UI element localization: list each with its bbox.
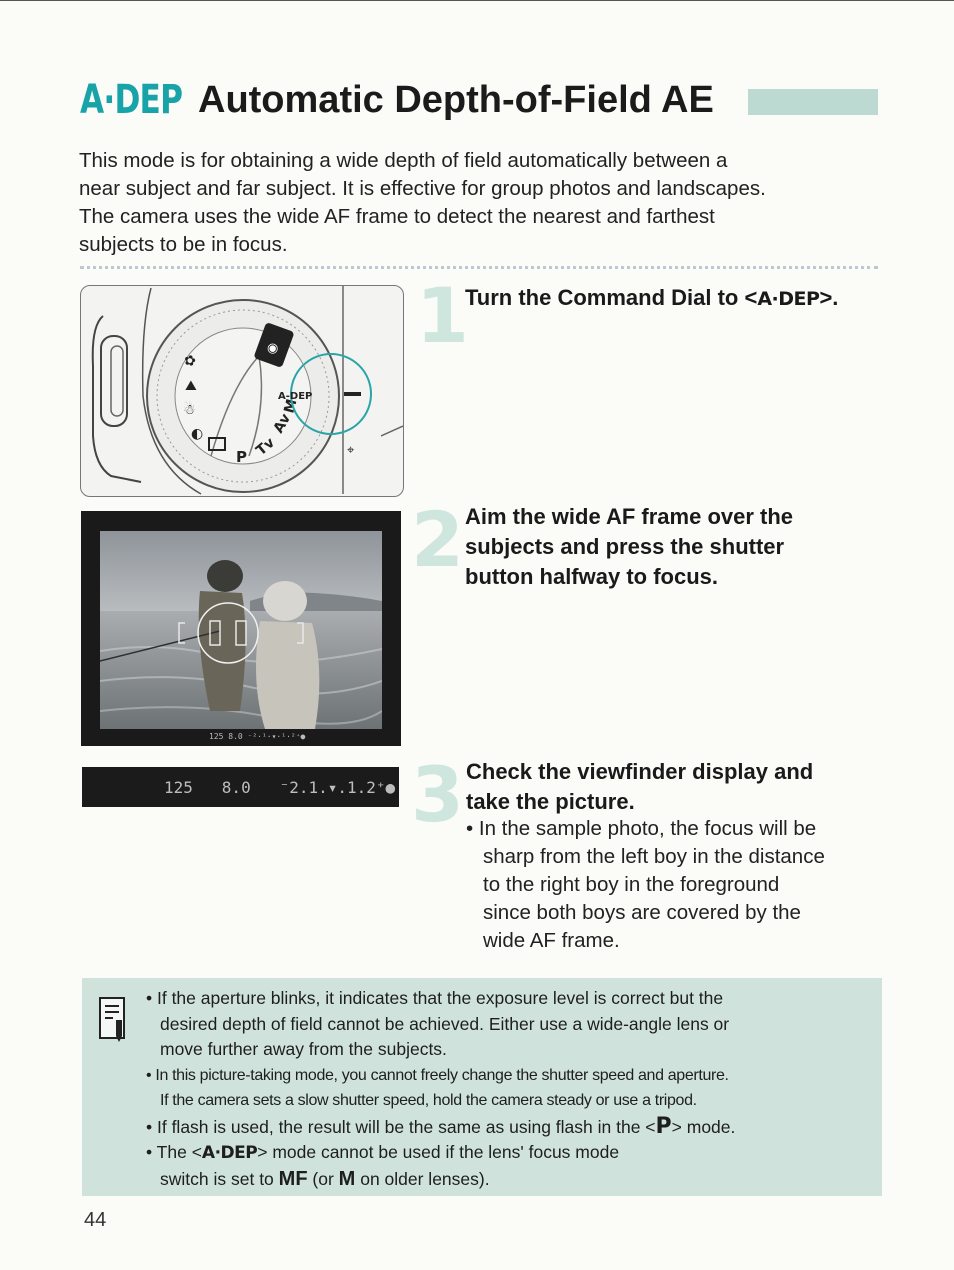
viewfinder-display-strip <box>82 767 399 807</box>
note-line: desired depth of field cannot be achieved. Either use a wide-angle lens or <box>160 1013 730 1034</box>
viewfinder-sample-photo <box>81 511 401 746</box>
intro-line: This mode is for obtaining a wide depth of field automatically between a <box>79 149 728 172</box>
note-line: • In this picture-taking mode, you cannot freely change the shutter speed and aperture. <box>146 1066 729 1084</box>
dial-mode-av: Av <box>270 411 295 436</box>
dial-mode-p: P <box>236 448 247 466</box>
note-line: • The < <box>146 1142 202 1162</box>
title-text: Automatic Depth-of-Field AE <box>198 79 714 121</box>
adep-mode-icon: A·DEP <box>80 77 183 123</box>
adep-mode-icon: A·DEP <box>757 288 820 310</box>
m-label: M <box>338 1167 356 1190</box>
svg-text:◉: ◉ <box>267 341 279 356</box>
intro-line: subjects to be in focus. <box>79 233 288 256</box>
step-2-title-line: Aim the wide AF frame over the <box>465 504 794 529</box>
command-dial-illustration <box>80 285 404 497</box>
intro-paragraph <box>79 147 889 259</box>
step-3-title-line: take the picture. <box>466 789 635 814</box>
program-mode-icon: P <box>655 1113 672 1139</box>
intro-line: near subject and far subject. It is effective for group photos and landscapes. <box>79 177 766 200</box>
note-line: move further away from the subjects. <box>160 1039 447 1059</box>
step-3-bullet-line: • In the sample photo, the focus will be <box>466 817 817 840</box>
page-number: 44 <box>84 1209 107 1231</box>
step-2-title-line: button halfway to focus. <box>465 564 718 589</box>
svg-text:☃: ☃ <box>183 402 196 418</box>
mf-label: MF <box>278 1167 308 1190</box>
viewfinder-mini-info <box>81 728 401 742</box>
svg-text:◐: ◐ <box>191 426 204 442</box>
step-3-bullet-line: wide AF frame. <box>483 929 620 952</box>
step-2-title-line: subjects and press the shutter <box>465 534 785 559</box>
note-bullet-4 <box>146 1140 876 1192</box>
step-1-title-post: >. <box>819 285 839 310</box>
step-3-bullet-line: to the right boy in the foreground <box>483 873 780 896</box>
step-3-bullet-line: sharp from the left boy in the distance <box>483 845 825 868</box>
note-line: If the camera sets a slow shutter speed, hold the camera steady or use a tripod. <box>160 1092 697 1109</box>
note-line: > mode. <box>671 1116 736 1137</box>
step-1-title <box>465 283 895 314</box>
note-line: • If the aperture blinks, it indicates that the exposure level is correct but the <box>146 988 724 1008</box>
note-line: • If flash is used, the result will be the same as using flash in the < <box>146 1116 656 1137</box>
note-line: on older lenses). <box>355 1168 490 1189</box>
step-3-bullet <box>466 815 896 955</box>
step-number: 1 <box>416 271 469 360</box>
step-3-title <box>466 757 896 817</box>
step-number: 3 <box>411 750 464 839</box>
step-1-title-pre: Turn the Command Dial to < <box>465 285 758 310</box>
adep-mode-icon: A·DEP <box>201 1143 258 1163</box>
note-line: (or <box>307 1168 339 1189</box>
dial-adep-label: A-DEP <box>278 391 313 402</box>
step-2-title <box>465 502 895 592</box>
viewfinder-mini-text: 125 8.0 ⁻²·¹·▾·¹·²⁺● <box>209 732 306 741</box>
note-line: switch is set to <box>160 1168 279 1189</box>
step-3-bullet-line: since both boys are covered by the <box>483 901 801 924</box>
dotted-divider <box>80 266 878 269</box>
note-bullet-1 <box>146 986 876 1063</box>
page-title <box>80 76 880 126</box>
svg-text:✿: ✿ <box>180 351 201 370</box>
svg-text:⛰: ⛰ <box>185 378 197 394</box>
intro-line: The camera uses the wide AF frame to detect the nearest and farthest <box>79 205 715 228</box>
step-3-title-line: Check the viewfinder display and <box>466 759 814 784</box>
step-number: 2 <box>411 495 464 584</box>
page-top-edge <box>0 0 954 1</box>
title-accent-bar <box>748 89 878 115</box>
note-box <box>82 978 882 1196</box>
dial-mode-m: M <box>281 397 301 416</box>
dial-mode-tv: Tv <box>253 434 278 460</box>
note-line: > mode cannot be used if the lens' focus mode <box>257 1142 620 1162</box>
memo-icon <box>98 996 128 1044</box>
note-bullet-2 <box>146 1063 876 1114</box>
viewfinder-display-text: 125 8.0 ⁻2.1.▾.1.2⁺● <box>164 778 396 797</box>
svg-text:⌖: ⌖ <box>347 443 355 458</box>
note-list <box>146 986 876 1192</box>
note-bullet-3 <box>146 1114 876 1141</box>
